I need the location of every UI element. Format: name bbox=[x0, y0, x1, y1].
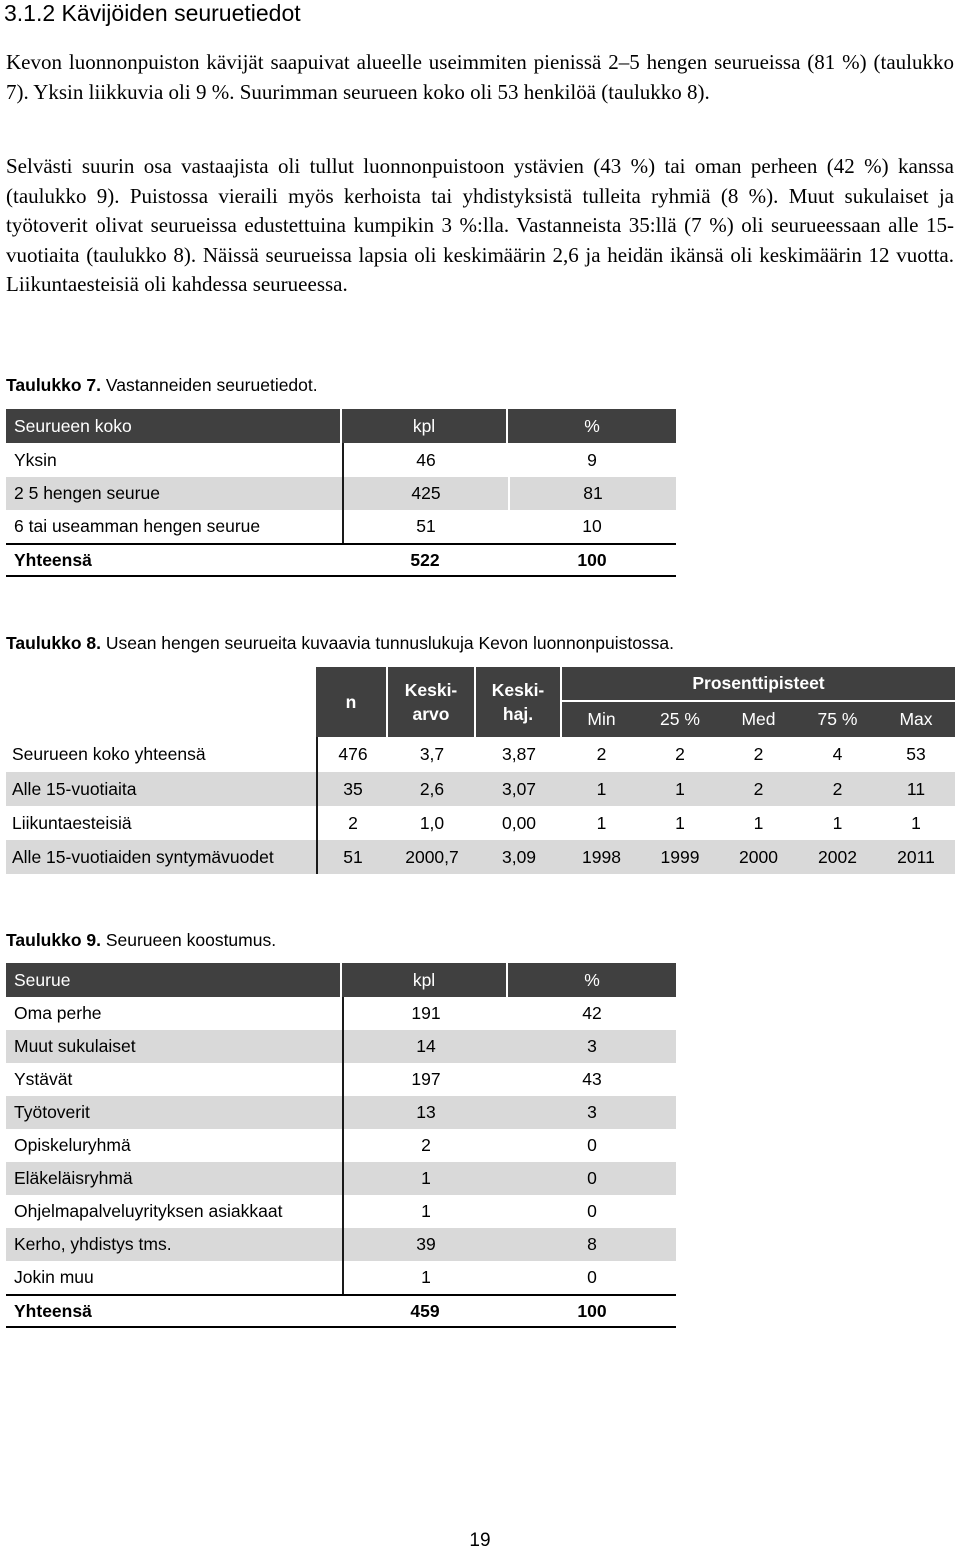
table7-caption bbox=[6, 375, 318, 396]
table-cell: 0,00 bbox=[501, 812, 537, 833]
table8-caption-label: Taulukko 8. bbox=[6, 633, 101, 653]
table8-header-sd-line2: haj. bbox=[502, 704, 534, 724]
table-row bbox=[6, 1096, 676, 1129]
table-cell: 0 bbox=[587, 1201, 597, 1221]
table8-header-row-1 bbox=[6, 667, 955, 702]
table-cell: 1 bbox=[562, 772, 641, 806]
table-cell: Jokin muu bbox=[14, 1267, 94, 1287]
table-cell: 1 bbox=[675, 812, 685, 833]
table-cell: 425 bbox=[342, 477, 508, 510]
table-cell: 1 bbox=[342, 1162, 508, 1195]
table8-header-p75: 75 % bbox=[798, 702, 877, 737]
table-row bbox=[6, 997, 676, 1030]
table8-header-mean-line2: arvo bbox=[412, 704, 450, 724]
table-cell: 100 bbox=[508, 543, 676, 577]
table-cell: Eläkeläisryhmä bbox=[6, 1162, 342, 1195]
table8-header-percentiles: Prosenttipisteet bbox=[562, 667, 955, 702]
table-cell: 0 bbox=[587, 1267, 597, 1287]
table8-caption-text: Usean hengen seurueita kuvaavia tunnuslukuja Kevon luonnonpuistossa. bbox=[100, 633, 675, 653]
table8-header-mean bbox=[388, 667, 476, 737]
table-row bbox=[6, 840, 955, 874]
table-cell: 51 bbox=[316, 840, 388, 874]
table-cell: 13 bbox=[342, 1096, 508, 1129]
table-cell: 2 bbox=[753, 744, 764, 764]
table-cell: 1998 bbox=[562, 840, 641, 874]
table8-header-p25: 25 % bbox=[641, 702, 719, 737]
table-cell: 2 bbox=[798, 772, 877, 806]
table7 bbox=[6, 409, 676, 577]
table-cell: 43 bbox=[582, 1069, 602, 1089]
table-cell: 2 bbox=[316, 806, 388, 840]
table9-caption bbox=[6, 930, 276, 951]
table8-header-min: Min bbox=[562, 702, 641, 737]
table-cell: 2 bbox=[342, 1129, 508, 1162]
table9-header: kpl bbox=[342, 963, 508, 997]
table8-header-n: n bbox=[316, 667, 388, 737]
table8-header-max: Max bbox=[877, 702, 955, 737]
table-cell: 81 bbox=[508, 477, 676, 510]
table-cell: 4 bbox=[832, 744, 843, 764]
table-row bbox=[6, 510, 676, 543]
table-cell: Kerho, yhdistys tms. bbox=[6, 1228, 342, 1261]
table-cell: 9 bbox=[587, 449, 597, 470]
table-row bbox=[6, 1030, 676, 1063]
table7-header: kpl bbox=[342, 409, 508, 443]
table-cell: 53 bbox=[906, 744, 926, 764]
table-row bbox=[6, 443, 676, 477]
table-cell: 1 bbox=[342, 1195, 508, 1228]
table8 bbox=[6, 667, 955, 874]
table-cell: 1 bbox=[753, 812, 764, 833]
table-cell: 100 bbox=[508, 1294, 676, 1328]
table-cell: 8 bbox=[508, 1228, 676, 1261]
table7-caption-text: Vastanneiden seuruetiedot. bbox=[100, 375, 318, 395]
table-cell: 46 bbox=[342, 443, 508, 477]
table-cell: 1 bbox=[641, 772, 719, 806]
table-cell: Ystävät bbox=[14, 1069, 73, 1089]
table-cell: 2002 bbox=[798, 840, 877, 874]
table-cell: 197 bbox=[342, 1063, 508, 1096]
table8-corner bbox=[6, 667, 316, 737]
table-cell: Liikuntaesteisiä bbox=[12, 812, 132, 833]
table-cell: Opiskeluryhmä bbox=[14, 1135, 131, 1155]
table-cell: 0 bbox=[587, 1135, 597, 1155]
table-cell: 3,87 bbox=[501, 744, 537, 764]
table7-header-row bbox=[6, 409, 676, 443]
table-cell: 2,6 bbox=[388, 772, 476, 806]
table-cell: Työtoverit bbox=[6, 1096, 342, 1129]
table-cell: Seurueen koko yhteensä bbox=[12, 744, 206, 764]
table-row bbox=[6, 772, 955, 806]
table-cell: 42 bbox=[582, 1003, 602, 1023]
table-cell: 3,09 bbox=[476, 840, 562, 874]
table-cell: 2000 bbox=[719, 840, 798, 874]
table8-header-mean-line1: Keski- bbox=[404, 680, 458, 700]
table8-header-med: Med bbox=[719, 702, 798, 737]
table-cell: 3 bbox=[508, 1030, 676, 1063]
table-cell: 191 bbox=[342, 997, 508, 1030]
table-cell: 2000,7 bbox=[388, 840, 476, 874]
table-cell: 459 bbox=[342, 1294, 508, 1328]
table7-header: Seurueen koko bbox=[6, 409, 342, 443]
section-heading: 3.1.2 Kävijöiden seuruetiedot bbox=[4, 0, 301, 26]
table-row bbox=[6, 737, 955, 772]
page-number: 19 bbox=[469, 1530, 491, 1551]
table-cell: 1 bbox=[596, 812, 607, 833]
table-cell: 522 bbox=[342, 543, 508, 577]
table7-header: % bbox=[508, 409, 676, 443]
table-cell: 3,07 bbox=[476, 772, 562, 806]
table-cell: 10 bbox=[582, 516, 602, 536]
table-cell: Yksin bbox=[14, 449, 57, 470]
table-cell: Oma perhe bbox=[14, 1003, 102, 1023]
table-row bbox=[6, 477, 676, 510]
table-row bbox=[6, 1162, 676, 1195]
table-cell: 476 bbox=[316, 737, 388, 772]
paragraph-2: Selvästi suurin osa vastaajista oli tullut luonnonpuistoon ystävien (43 %) tai oman perheen (42 %) kanssa (taulukko 9). Puistossa vieraili myös kerhoista tai yhdistyksistä tulleita ryhmiä (8 %). Muut sukulaiset ja työtoverit olivat seurueissa edustettuina kumpikin 3 %:lla. Vastanneista 35:llä (7 %) oli seurueessaan alle 15-vuotiaita (taulukko 8). Näissä seurueissa lapsia oli keskimäärin 2,6 ja heidän ikänsä oli keskimäärin 12 vuotta. Liikuntaesteisiä oli kahdessa seurueessa. bbox=[6, 154, 954, 296]
table-row bbox=[6, 806, 955, 840]
table-cell: 3,7 bbox=[419, 744, 445, 764]
table-cell: 2 bbox=[596, 744, 607, 764]
paragraph-1: Kevon luonnonpuiston kävijät saapuivat alueelle useimmiten pienissä 2–5 hengen seurueissa (81 %) (taulukko 7). Yksin liikkuvia oli 9 %. Suurimman seurueen koko oli 53 henkilöä (taulukko 8). bbox=[6, 50, 954, 104]
table7-total-row bbox=[6, 543, 676, 577]
table9-caption-label: Taulukko 9. bbox=[6, 930, 101, 950]
table-cell: 39 bbox=[342, 1228, 508, 1261]
table-cell: Muut sukulaiset bbox=[6, 1030, 342, 1063]
table-cell: 35 bbox=[316, 772, 388, 806]
table8-header-sd bbox=[476, 667, 562, 737]
table-cell: 11 bbox=[877, 772, 955, 806]
table8-header-sd-line1: Keski- bbox=[491, 680, 545, 700]
table-row bbox=[6, 1228, 676, 1261]
table-cell: 2011 bbox=[877, 840, 955, 874]
table-cell: 1,0 bbox=[419, 812, 445, 833]
table-cell: Alle 15-vuotiaita bbox=[6, 772, 316, 806]
table9-total-row bbox=[6, 1294, 676, 1328]
table-cell: Yhteensä bbox=[6, 543, 342, 577]
table-cell: 14 bbox=[342, 1030, 508, 1063]
table-cell: Alle 15-vuotiaiden syntymävuodet bbox=[6, 840, 316, 874]
table-row bbox=[6, 1129, 676, 1162]
table-cell: Ohjelmapalveluyrityksen asiakkaat bbox=[14, 1201, 283, 1221]
table-row bbox=[6, 1195, 676, 1228]
table-cell: 0 bbox=[508, 1162, 676, 1195]
table-cell: 6 tai useamman hengen seurue bbox=[14, 516, 261, 536]
table-cell: 1 bbox=[832, 812, 843, 833]
table-cell: 2 bbox=[719, 772, 798, 806]
table9 bbox=[6, 963, 676, 1328]
table-cell: 2 bbox=[675, 744, 685, 764]
table9-header-row bbox=[6, 963, 676, 997]
table-cell: 1 bbox=[911, 812, 921, 833]
table-row bbox=[6, 1063, 676, 1096]
table-cell: Yhteensä bbox=[6, 1294, 342, 1328]
table-cell: 1 bbox=[342, 1261, 508, 1294]
table-cell: 51 bbox=[342, 510, 508, 543]
table-row bbox=[6, 1261, 676, 1294]
table-cell: 2 5 hengen seurue bbox=[6, 477, 342, 510]
table9-header: % bbox=[508, 963, 676, 997]
table-cell: 3 bbox=[508, 1096, 676, 1129]
table9-header: Seurue bbox=[6, 963, 342, 997]
table8-caption bbox=[6, 633, 674, 654]
table7-caption-label: Taulukko 7. bbox=[6, 375, 101, 395]
table-cell: 1999 bbox=[641, 840, 719, 874]
table9-caption-text: Seurueen koostumus. bbox=[100, 930, 277, 950]
